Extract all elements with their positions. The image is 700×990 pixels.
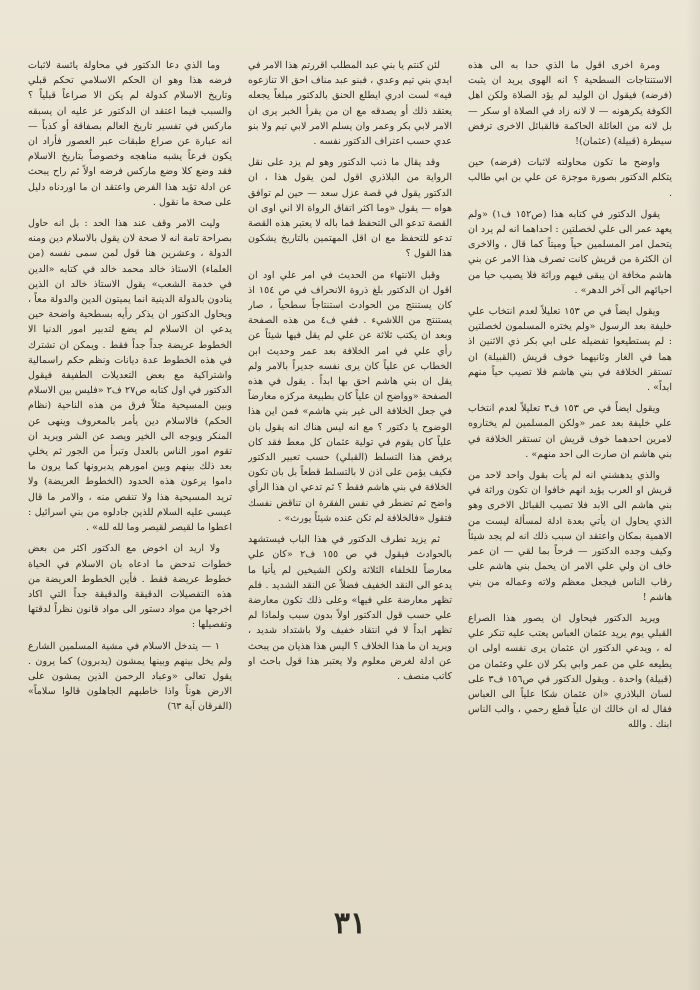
- article-paragraph: ١ — يتدخل الاسلام في مشية المسلمين الشارع ولم يخل بينهم وبينها يمشون (يدبرون) كما يرون . يقول تعالى «وعباد الرحمن الذين يمشون على الارض هوناً واذا خاطبهم الجاهلون قالوا سلاماً» (الفرقان آية ٦٣): [28, 640, 232, 713]
- article-paragraph: يقول الدكتور في كتابه هذا (ص١٥٢ ف١) «ولم يعهد عمر الى علي لخصلتين : احداهما انه لم يرد ان يتحمل امر المسلمين حياً وميتاً كما قال ، والاخرى ان الكثرة من قريش كانت تصرف هذا الامر عن بني هاشم مخافة ان يبقى فيهم وراثة فلا يصيب حيا من احيائهم الى آخر الدهر» .: [468, 208, 672, 296]
- page-edge-shadow: [686, 0, 700, 990]
- article-columns: [28, 58, 672, 886]
- article-paragraph: ويقول ايضاً في ص ١٥٣ ف٣ تعليلاً لعدم انتخاب علي خليفة بعد عمر «ولكن المسلمين لم يختاروه لامرين احدهما خوف قريش ان تستقر الخلافة في بني هاشم ان صارت الى احد منهم» .: [468, 403, 672, 460]
- article-paragraph: ويقول ايضاً في ص ١٥٣ تعليلاً لعدم انتخاب علي خليفة بعد الرسول «ولم يختره المسلمون لخصلتين : لم يستطيعوا تفضيله على ابي بكر ذي الاثنين اذ هما في الغار وثانيهما خوف قريش (القبيلة) ان تستقر الخلافة في بني هاشم فلا تصيب حياً منهم ابداً» .: [468, 306, 672, 394]
- article-paragraph: وما الذي دعا الدكتور في محاولة يائسة لاثبات فرضه هذا وهو ان الحكم الاسلامي تحكم قبلي وتاريخ الاسلام كدولة لم يكن الا صراعاً قبلياً ؟ والسبب فيما اعتقد ان الدكتور عز عليه ان يسبقه ماركس في تفسير تاريخ العالم بصفاقة أو كذباً — انه عبارة عن صراع طبقات عبر العصور فأراد ان يكون فرعاً يشبه مناهجه وخصوصاً بتاريخ الاسلام فقد وضع كلا وضع ماركس فرضه اولاً ثم راح يبحث عن ادلة تؤيد هذا الفرض واعتقد ان ما اوردناه دليل على صحة ما نقول .: [28, 60, 232, 208]
- column-middle: [248, 58, 452, 886]
- article-paragraph: ومرة اخرى اقول ما الذي حدا به الى هذه الاستنتاجات السطحية ؟ انه الهوى يريد ان يثبت (فرضه) فيقول ان الوليد لم يؤد الصلاة ولكن اهل الكوفة يكرهونه — لا لانه زاد في الصلاة او سكر — بل لانه من العائلة الحاكمة فالقبائل الاخرى ترفض سيطرة (قبيلة) (عثمان)!: [468, 60, 672, 148]
- article-paragraph: لئن كنتم يا بني عبد المطلب اقررتم هذا الامر في ايدي بني تيم وعدي ، فبنو عبد مناف احق الا تنازعوه فيه» لست ادري ايطلع الحنق بالدكتور مبلغاً يجعله يعتقد ذلك أو يصدقه مع ان من يقرأ الخبر يرى ان الامر لابي بكر وعمر وان يسلم الامر لابي تيم ولا بنو عدي حسب اعتراف الدكتور نفسه .: [248, 60, 452, 148]
- article-paragraph: ويريد الدكتور فيحاول ان يصور هذا الصراع القبلي يوم يريد عثمان العباس يعتب عليه تنكر علي له ، ويدعي الدكتور ان عثمان يرى نفسه اولى ان يطيعه علي من عمر وابي بكر لان علي وعثمان من (قبيلة) واحدة . ويقول الدكتور في ص١٥٦ ف٣ على لسان البلاذري «ان عثمان شكا علياً الى العباس فقال له ان خالك ان علياً قطع رحمي ، والب الناس ابنك . والله: [468, 612, 672, 731]
- page-number: ٣١: [333, 906, 367, 941]
- article-paragraph: وقد يقال ما ذنب الدكتور وهو لم يزد على نقل الرواية من البلاذري اقول لمن يقول هذا ، ان الدكتور يقول في قصة عزل سعد — حين لم توافق هواه — يقول «وما اكثر اتفاق الرواة الا اني اوى ان القصة تدعو الى التحفظ فما باله لا يعتبر هذه القصة تدعو للتحفظ مع ان اقل المهتمين بالتاريخ يشكون هذا القول ؟: [248, 157, 452, 260]
- article-paragraph: وليت الامر وقف عند هذا الحد : بل انه حاول بصراحة تامة انه لا صحة لان يقول بالاسلام دين ومنه الدولة ، وعشرين هنا قول لمن سمى نفسه (من العلماء) الاستاذ خالد محمد خالد في كتابه «الدين في خدمة الشعب» يقول الاستاذ خالد ان الذين ينادون بالدولة الدينية انما يميتون الدين والدولة معاً ، ويحاول الدكتور ان يذكر رأيه بسطحية واضحة حين يدعي ان الاسلام لم يضع لتدبير امور الدنيا الا الخطوط عريضة جداً جداً فقط . ويمكن ان تشترك في هذه الخطوط عدة ديانات ونظم حكم راسمالية واشتراكية مع بعض التعديلات الطفيفة فيقول الدكتور في اول كتابه ص٢٧ ف٢ «فليس بين الاسلام وبين المسيحية مثلاً فرق من هذه الناحية (نظام الحكم) فالاسلام دين يأمر بالمعروف وينهى عن المنكر ويوجه الى الخير ويصد عن الشر ويريد ان تقوم امور الناس بالعدل وتبرأ من الجور ثم يخلي بعد ذلك بينهم وبين امورهم يدبرونها كما يرون ما داموا يرعون هذه الحدود (الخطوط العريضة) ولا تريد المسيحية هذا ولا تنقص منه ، والامر ما قال عيسى عليه السلام للذين جادلوه من بني اسرائيل : اعطوا ما لقيصر لقيصر وما لله لله» .: [28, 218, 232, 534]
- column-right: [468, 58, 672, 886]
- article-paragraph: ولا اريد ان اخوض مع الدكتور اكثر من بعض خطوات تدحض ما ادعاه بان الاسلام في الحياة خطوط عريضة فقط . فأين الخطوط العريضة من هذه التفصيلات الدقيقة والدقيقة جداً التي اكاد اخرجها من مواد دستور الى مواد قانون نظراً لدقتها وتفصيلها :: [28, 543, 232, 631]
- article-paragraph: وقبل الانتهاء من الحديث في امر علي اود ان اقول ان الدكتور بلغ ذروة الانحراف في ص ١٥٤ اذ كان يستنتج من الحوادث استنتاجاً سطحياً ، صار يستنتج من اللاشيء . ففي ف٤ من هذه الصفحة وبعد ان يكتب ثلاثة عن علي لم يقل فيها شيئاً عن رأي علي في امر الخلافة بعد عمر وحديث ابن الخطاب عن علياً كان يرى نفسه جديراً بالامر ولم يقل ان بني هاشم احق بها ابداً . يقول في هذه الصفحة «وواضح ان علياً كان بطبيعة مركزه معارضاً في جعل الخلافة الى غير بني هاشم» فمن اين هذا الوضوح يا دكتور ؟ مع انه ليس هناك انه يقول بان علياً كان يقوم في تولية عثمان كل معط فقد كان يرفض هذا التسلط (القبلي) حسب تعبير الدكتور فكيف يؤمن على اذن لا بالتسلط قطعاً بل بان تكون الخلافة في بني هاشم فقط ؟ ثم تدعي ان هذا الرأي واضح ثم تضطر في نفس الفقرة ان تناقض نفسك فتقول «فالخلافة لم تكن عنده شيئاً يورث» .: [248, 269, 452, 524]
- article-paragraph: والذي يدهشني انه لم يأت بقول واحد لاحد من قريش او العرب يؤيد انهم خافوا ان تكون وراثة في بني هاشم الى الابد فلا تصيب القبائل الاخرى وهو الذي يحاول ان يأتي بعدة ادلة لمسألة ليست من الاهمية بمكان واعتقد ان سبب ذلك انه لم يجد شيئاً وكيف وجده الدكتور — فرحاً بما لقي — ان عمر خاف ان ولي علي الامر ان يحمل بني هاشم على رقاب الناس فيجعل معظم ولاته وعماله من بني هاشم !: [468, 470, 672, 603]
- article-paragraph: واوضح ما تكون محاولته لاثبات (فرضه) حين يتكلم الدكتور بصورة موجزة عن علي بن ابي طالب .: [468, 157, 672, 199]
- article-paragraph: ثم يزيد تطرف الدكتور في هذا الباب فيستشهد بالحوادث فيقول في ص ١٥٥ ف٢ «كان علي معارضاً للخلفاء الثلاثة ولكن الشيخين لم يأتيا ما يدعو الى النقد الخفيف فضلاً عن النقد الشديد . فلم تظهر معارضة علي فيها» وعلى ذلك تكون معارضة علي حسب قول الدكتور اولاً بدون سبب ولماذا لم تظهر ابداً لا في انتقاد خفيف ولا باشتداد شديد ، ويريد ان ما هذا الخلاف ؟ اليس هذا هذيان من يبحث عن ادلة لغرض معلوم ولا يعتبر هذا قول باحث او كاتب منصف .: [248, 534, 452, 682]
- column-left: [28, 58, 232, 886]
